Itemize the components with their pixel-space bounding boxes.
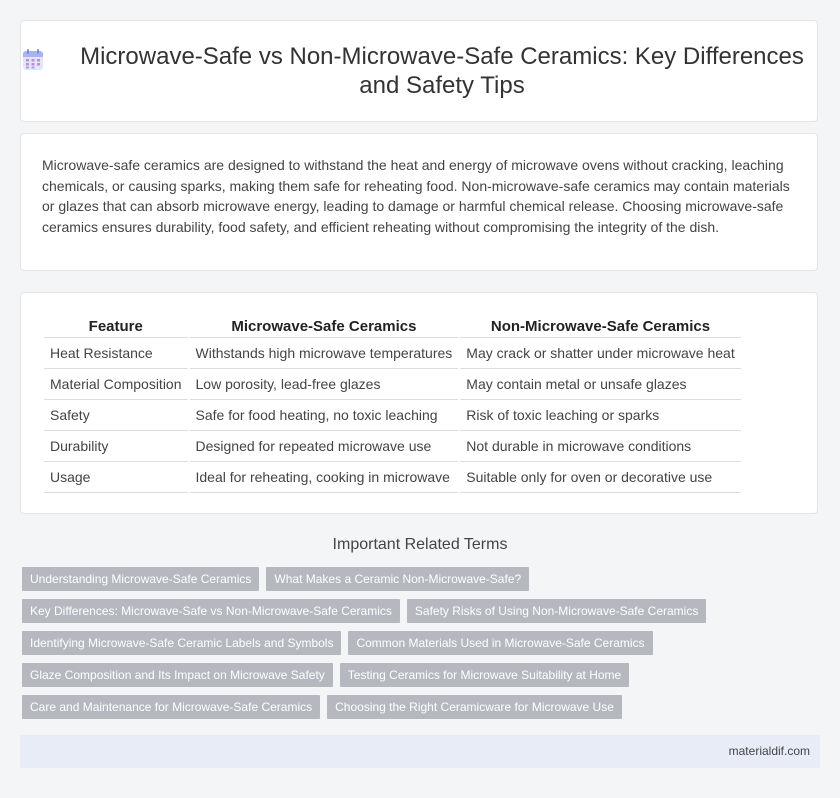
- table-cell: Durability: [43, 431, 189, 462]
- related-term-link[interactable]: Key Differences: Microwave-Safe vs Non-Microwave-Safe Ceramics: [22, 599, 400, 623]
- comparison-card: [20, 292, 818, 514]
- page-title: Microwave-Safe vs Non-Microwave-Safe Ceramics: Key Differences and Safety Tips: [80, 43, 804, 99]
- table-row: [43, 400, 741, 431]
- related-terms-list: [22, 567, 822, 727]
- table-header-feature: Feature: [43, 315, 189, 338]
- table-cell: Material Composition: [43, 369, 189, 400]
- footer: [20, 735, 820, 768]
- table-row: [43, 338, 741, 369]
- table-cell: Safety: [43, 400, 189, 431]
- related-term-link[interactable]: Care and Maintenance for Microwave-Safe Ceramics: [22, 695, 320, 719]
- related-terms-title: Important Related Terms: [332, 536, 508, 553]
- header-card: [20, 20, 818, 122]
- table-row: [43, 369, 741, 400]
- table-row: [43, 462, 741, 493]
- table-cell: Suitable only for oven or decorative use: [459, 462, 740, 493]
- related-term-link[interactable]: Understanding Microwave-Safe Ceramics: [22, 567, 259, 591]
- calendar-icon: [21, 48, 45, 72]
- related-term-link[interactable]: Glaze Composition and Its Impact on Microwave Safety: [22, 663, 333, 687]
- table-cell: May contain metal or unsafe glazes: [459, 369, 740, 400]
- table-cell: Usage: [43, 462, 189, 493]
- table-row: [43, 431, 741, 462]
- related-term-link[interactable]: Testing Ceramics for Microwave Suitability at Home: [340, 663, 629, 687]
- related-term-link[interactable]: Choosing the Right Ceramicware for Microwave Use: [327, 695, 622, 719]
- intro-text: Microwave-safe ceramics are designed to withstand the heat and energy of microwave ovens without cracking, leaching chemicals, or causing sparks, making them safe for reheating food. Non-microwave-safe ceramics may contain materials or glazes that can absorb microwave energy, leading to damage or harmful chemical release. Choosing microwave-safe ceramics ensures durability, food safety, and efficient reheating without compromising the integrity of the dish.: [42, 157, 790, 235]
- table-cell: Withstands high microwave temperatures: [189, 338, 460, 369]
- related-term-link[interactable]: Common Materials Used in Microwave-Safe Ceramics: [348, 631, 652, 655]
- table-cell: Risk of toxic leaching or sparks: [459, 400, 740, 431]
- table-header-microwave-safe: Microwave-Safe Ceramics: [189, 315, 460, 338]
- footer-site-name[interactable]: materialdif.com: [728, 744, 810, 758]
- comparison-table: [42, 315, 741, 493]
- table-cell: Low porosity, lead-free glazes: [189, 369, 460, 400]
- related-term-link[interactable]: Safety Risks of Using Non-Microwave-Safe Ceramics: [407, 599, 706, 623]
- table-cell: Ideal for reheating, cooking in microwave: [189, 462, 460, 493]
- table-cell: Not durable in microwave conditions: [459, 431, 740, 462]
- table-header-non-microwave-safe: Non-Microwave-Safe Ceramics: [459, 315, 740, 338]
- table-cell: May crack or shatter under microwave heat: [459, 338, 740, 369]
- table-cell: Heat Resistance: [43, 338, 189, 369]
- table-cell: Designed for repeated microwave use: [189, 431, 460, 462]
- intro-card: [20, 133, 818, 271]
- table-cell: Safe for food heating, no toxic leaching: [189, 400, 460, 431]
- related-term-link[interactable]: Identifying Microwave-Safe Ceramic Labels and Symbols: [22, 631, 341, 655]
- related-term-link[interactable]: What Makes a Ceramic Non-Microwave-Safe?: [266, 567, 529, 591]
